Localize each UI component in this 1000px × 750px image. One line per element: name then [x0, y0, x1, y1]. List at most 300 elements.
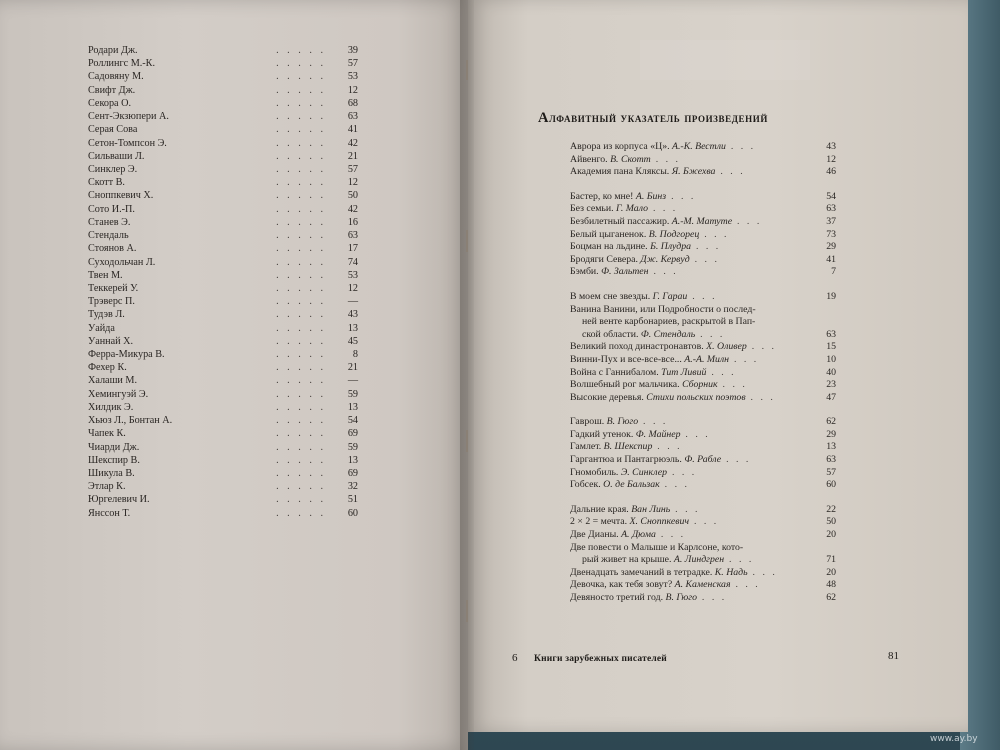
author-index-row — [88, 414, 358, 427]
work-title: Гобсек. — [570, 479, 601, 491]
author-index-row — [88, 216, 358, 229]
page-number: 19 — [826, 290, 836, 302]
watermark: www.ay.by — [930, 734, 978, 744]
work-entry — [570, 416, 836, 429]
page-number: 57 — [347, 163, 358, 175]
work-entry — [570, 354, 836, 367]
author-name: Чапек К. — [88, 428, 126, 440]
leader-dots: . . . — [729, 353, 759, 365]
work-entry — [570, 229, 836, 242]
work-index-row — [570, 154, 836, 167]
binding-stitch — [466, 600, 468, 622]
work-author: Х. Оливер — [706, 341, 747, 353]
leader-dots: . . . — [689, 253, 720, 265]
group-gap — [570, 279, 836, 291]
page-number: 23 — [826, 379, 836, 391]
leader-dots: . . . — [721, 454, 751, 466]
work-title: Винни-Пух и все-все-все... — [570, 353, 682, 365]
work-entry — [570, 504, 836, 517]
leader-dots: . . . . . — [276, 203, 326, 215]
leader-dots: . . . . . — [276, 481, 326, 493]
page-number: 74 — [347, 256, 358, 268]
author-name: Уайда — [88, 322, 115, 334]
work-author: Сборник — [682, 379, 718, 391]
page-footer-left — [512, 652, 667, 664]
page-number-left: 6 — [512, 652, 518, 664]
leader-dots: . . . . . — [276, 177, 326, 189]
leader-dots: . . . . . — [276, 256, 326, 268]
author-name: Суходольчан Л. — [88, 256, 156, 268]
author-name: Тудэв Л. — [88, 309, 125, 321]
leader-dots: . . . — [730, 579, 761, 591]
work-entry — [570, 291, 836, 304]
author-name: Скотт В. — [88, 177, 125, 189]
page-number-right: 81 — [888, 650, 899, 662]
page-number: — — [347, 375, 358, 387]
page-number: 41 — [347, 124, 358, 136]
leader-dots: . . . — [725, 141, 756, 152]
author-name: Янссон Т. — [88, 507, 131, 519]
page-number: 59 — [347, 441, 358, 453]
work-index-row — [570, 254, 836, 267]
work-index-row — [570, 592, 836, 605]
page-number: 62 — [826, 592, 836, 603]
leader-dots: . . . — [670, 503, 700, 515]
leader-dots: . . . . . — [276, 401, 326, 413]
work-entry — [570, 392, 836, 405]
work-entry — [570, 304, 836, 317]
work-title: рый живет на крыше. — [582, 554, 672, 566]
author-name: Стоянов А. — [88, 243, 137, 255]
author-name: Роллингс М.-К. — [88, 58, 156, 70]
work-title: ской области. — [582, 328, 639, 340]
work-title: Боцман на льдине. — [570, 241, 648, 253]
page-number: 47 — [826, 391, 836, 403]
work-author: О. де Бальзак — [603, 479, 660, 491]
title-initial: А — [538, 110, 550, 126]
group-gap — [570, 492, 836, 504]
work-index-row — [570, 567, 836, 580]
work-author: Г. Гараи — [652, 290, 688, 302]
author-name: Хьюз Л., Бонтан А. — [88, 415, 173, 427]
author-index-row — [88, 189, 358, 202]
page-number: 50 — [826, 516, 836, 528]
work-entry — [570, 216, 836, 229]
author-index-row — [88, 229, 358, 242]
binding-stitch — [466, 430, 468, 452]
page-number: 45 — [347, 335, 358, 347]
author-name: Родари Дж. — [88, 45, 138, 56]
page-number: 71 — [826, 554, 836, 566]
author-index-row — [88, 480, 358, 493]
author-name: Серая Сова — [88, 124, 138, 136]
author-name: Трэверс П. — [88, 296, 135, 308]
leader-dots: . . . . . — [276, 58, 326, 70]
work-author: А. Каменская — [674, 579, 731, 591]
work-author: Ван Линь — [631, 503, 671, 515]
work-index-row — [570, 542, 836, 555]
page-number: 60 — [826, 479, 836, 491]
leader-dots: . . . . . — [276, 349, 326, 361]
page-number: 22 — [826, 503, 836, 515]
work-index-row — [570, 141, 836, 154]
work-author: Я. Бжехва — [671, 166, 716, 178]
author-index-row — [88, 401, 358, 414]
work-author: Ф. Стендаль — [640, 328, 696, 340]
page-number: 29 — [826, 428, 836, 440]
work-index-row — [570, 216, 836, 229]
author-name: Стендаль — [88, 230, 129, 242]
author-name: Сетон-Томпсон Э. — [88, 137, 167, 149]
leader-dots: . . . — [652, 441, 683, 453]
work-index-row — [570, 266, 836, 279]
author-index-row — [88, 441, 358, 454]
leader-dots: . . . — [687, 290, 718, 302]
work-title: Аврора из корпуса «Ц». — [570, 141, 670, 152]
work-author: Тит Ливий — [661, 366, 707, 378]
author-index-row — [88, 150, 358, 163]
leader-dots: . . . — [706, 366, 737, 378]
work-title: Белый цыганенок. — [570, 228, 647, 240]
binding-stitch — [466, 230, 468, 252]
page-number: 63 — [826, 328, 836, 340]
leader-dots: . . . . . — [276, 190, 326, 202]
leader-dots: . . . . . — [276, 97, 326, 109]
author-name: Фехер К. — [88, 362, 127, 374]
work-title: В моем сне звезды. — [570, 290, 651, 302]
works-index-list — [570, 141, 836, 605]
page-number: 50 — [347, 190, 358, 202]
leader-dots: . . . — [732, 215, 762, 227]
work-entry — [570, 367, 836, 380]
work-entry — [570, 329, 836, 342]
work-title: Безбилетный пассажир. — [570, 215, 670, 227]
page-number: 43 — [826, 141, 836, 152]
work-index-row — [570, 441, 836, 454]
work-entry — [570, 467, 836, 480]
work-entry — [570, 441, 836, 454]
page-number: 43 — [347, 309, 358, 321]
work-index-row — [570, 316, 836, 329]
page-number: 53 — [347, 71, 358, 83]
author-index-row — [88, 176, 358, 189]
work-index-row — [570, 416, 836, 429]
author-index-row — [88, 57, 358, 70]
author-name: Станев Э. — [88, 216, 131, 228]
work-entry — [570, 516, 836, 529]
work-author: Б. Плудра — [650, 241, 692, 253]
work-title: Война с Ганнибалом. — [570, 366, 659, 378]
work-index-row — [570, 329, 836, 342]
work-title: Высокие деревья. — [570, 391, 644, 403]
work-index-row — [570, 392, 836, 405]
author-name: Сент-Экзюпери А. — [88, 111, 169, 123]
leader-dots: . . . . . — [276, 507, 326, 519]
author-index-row — [88, 348, 358, 361]
page-number: 54 — [826, 190, 836, 202]
author-name: Уаннай Х. — [88, 335, 134, 347]
author-index-row — [88, 242, 358, 255]
author-index-row — [88, 203, 358, 216]
work-index-row — [570, 479, 836, 492]
leader-dots: . . . . . — [276, 216, 326, 228]
work-index-row — [570, 579, 836, 592]
work-entry — [570, 203, 836, 216]
page-number: 17 — [347, 243, 358, 255]
work-title: Бастер, ко мне! — [570, 190, 634, 202]
leader-dots: . . . . . — [276, 124, 326, 136]
page-number: 69 — [347, 428, 358, 440]
work-entry — [570, 241, 836, 254]
page-number: 15 — [826, 341, 836, 353]
author-name: Сото И.-П. — [88, 203, 135, 215]
author-index-row — [88, 110, 358, 123]
work-author: А.-А. Милн — [684, 353, 730, 365]
work-title: Волшебный рог мальчика. — [570, 379, 680, 391]
author-name: Этлар К. — [88, 481, 126, 493]
page-number: 51 — [347, 494, 358, 506]
work-index-row — [570, 379, 836, 392]
leader-dots: . . . . . — [276, 230, 326, 242]
work-title: Две повести о Малыше и Карлсоне, кото- — [570, 541, 744, 553]
work-entry — [570, 554, 836, 567]
page-number: 41 — [826, 253, 836, 265]
author-name: Твен М. — [88, 269, 123, 281]
leader-dots: . . . — [666, 190, 696, 202]
author-index-row — [88, 123, 358, 136]
author-index-row — [88, 163, 358, 176]
page-number: 37 — [826, 215, 836, 227]
work-index-row — [570, 241, 836, 254]
work-title: Двенадцать замечаний в тетрадке. — [570, 566, 713, 578]
page-number: 12 — [826, 153, 836, 165]
page-number: 7 — [831, 266, 836, 278]
page-number: 21 — [347, 362, 358, 374]
author-name: Хилдик Э. — [88, 401, 134, 413]
leader-dots: . . . — [746, 341, 777, 353]
work-index-row — [570, 367, 836, 380]
leader-dots: . . . — [699, 228, 729, 240]
work-title: Айвенго. — [570, 153, 608, 165]
leader-dots: . . . — [691, 241, 721, 253]
work-title: 2 × 2 = мечта. — [570, 516, 628, 528]
group-gap — [570, 179, 836, 191]
running-footer-label: Книги зарубежных писателей — [534, 654, 667, 664]
work-author: Г. Мало — [616, 203, 648, 215]
leader-dots: . . . . . — [276, 296, 326, 308]
author-index-row — [88, 269, 358, 282]
page-number: 73 — [826, 228, 836, 240]
work-author: А. Линдгрен — [673, 554, 725, 566]
leader-dots: . . . — [648, 266, 679, 278]
work-entry — [570, 266, 836, 279]
leader-dots: . . . . . — [276, 137, 326, 149]
work-author: Х. Сноппкевич — [629, 516, 690, 528]
author-index-row — [88, 84, 358, 97]
page-number: 63 — [347, 230, 358, 242]
leader-dots: . . . — [655, 529, 686, 541]
work-title: Гномобиль. — [570, 466, 619, 478]
work-index-row — [570, 516, 836, 529]
page-number: 13 — [347, 401, 358, 413]
work-title: Гаргантюа и Пантагрюэль. — [570, 454, 682, 466]
title-rest: лфавитный указатель произведений — [549, 110, 768, 125]
leader-dots: . . . — [667, 466, 697, 478]
author-index-list — [88, 44, 358, 520]
leader-dots: . . . — [648, 203, 678, 215]
work-index-row — [570, 429, 836, 442]
leader-dots: . . . — [745, 391, 776, 403]
author-index-row — [88, 507, 358, 520]
work-author: К. Надь — [714, 566, 748, 578]
author-index-row — [88, 454, 358, 467]
show-through — [640, 40, 810, 80]
work-author: Ф. Рабле — [684, 454, 722, 466]
page-number: 60 — [347, 507, 358, 519]
leader-dots: . . . — [680, 428, 711, 440]
page-number: 54 — [347, 415, 358, 427]
work-index-row — [570, 291, 836, 304]
page-number: 42 — [347, 203, 358, 215]
page-number: 63 — [347, 111, 358, 123]
page-number: 10 — [826, 353, 836, 365]
work-author: Стихи польских поэтов — [646, 391, 746, 403]
leader-dots: . . . . . — [276, 375, 326, 387]
page-number: 53 — [347, 269, 358, 281]
book-spine — [460, 0, 474, 750]
leader-dots: . . . . . — [276, 84, 326, 96]
work-author: В. Шекспир — [603, 441, 653, 453]
author-index-row — [88, 467, 358, 480]
work-entry — [570, 254, 836, 267]
page-number: 12 — [347, 282, 358, 294]
author-name: Сноппкевич Х. — [88, 190, 154, 202]
work-entry — [570, 379, 836, 392]
work-author: Э. Синклер — [620, 466, 667, 478]
work-entry — [570, 429, 836, 442]
work-index-row — [570, 467, 836, 480]
author-index-row — [88, 97, 358, 110]
leader-dots: . . . . . — [276, 335, 326, 347]
page-number: 32 — [347, 481, 358, 493]
work-entry — [570, 191, 836, 204]
leader-dots: . . . . . — [276, 441, 326, 453]
binding-stitch — [466, 60, 468, 80]
page-number: 59 — [347, 388, 358, 400]
author-name: Свифт Дж. — [88, 84, 136, 96]
work-title: Великий поход династронавтов. — [570, 341, 704, 353]
leader-dots: . . . . . — [276, 309, 326, 321]
work-author: Дж. Кервуд — [640, 253, 690, 265]
leader-dots: . . . . . — [276, 362, 326, 374]
author-name: Юргелевич И. — [88, 494, 150, 506]
author-index-row — [88, 295, 358, 308]
author-index-row — [88, 361, 358, 374]
work-author: А.-М. Матуте — [671, 215, 733, 227]
leader-dots: . . . . . — [276, 322, 326, 334]
leader-dots: . . . . . — [276, 494, 326, 506]
leader-dots: . . . — [695, 328, 725, 340]
page-number: 63 — [826, 203, 836, 215]
page-number: 42 — [347, 137, 358, 149]
work-title: Гадкий утенок. — [570, 428, 634, 440]
page-number: 29 — [826, 241, 836, 253]
page-number: 69 — [347, 468, 358, 479]
work-entry — [570, 141, 836, 154]
work-title: Без семьи. — [570, 203, 614, 215]
work-index-row — [570, 354, 836, 367]
leader-dots: . . . — [747, 566, 778, 578]
work-entry — [570, 341, 836, 354]
page-number: 68 — [347, 97, 358, 109]
work-index-row — [570, 229, 836, 242]
leader-dots: . . . . . — [276, 428, 326, 440]
work-index-row — [570, 203, 836, 216]
author-index-row — [88, 388, 358, 401]
work-entry — [570, 316, 836, 329]
leader-dots: . . . . . — [276, 111, 326, 123]
author-index-row — [88, 137, 358, 150]
page-number: 20 — [826, 529, 836, 541]
work-title: Гамлет. — [570, 441, 602, 453]
author-name: Садовяну М. — [88, 71, 144, 83]
page-number: 16 — [347, 216, 358, 228]
section-title — [538, 110, 768, 127]
author-index-row — [88, 322, 358, 335]
leader-dots: . . . . . — [276, 45, 326, 56]
leader-dots: . . . . . — [276, 415, 326, 427]
page-number: 48 — [826, 579, 836, 591]
work-title: Бэмби. — [570, 266, 599, 278]
leader-dots: . . . . . — [276, 269, 326, 281]
leader-dots: . . . . . — [276, 150, 326, 162]
author-index-row — [88, 493, 358, 506]
author-index-row — [88, 44, 358, 57]
leader-dots: . . . . . — [276, 282, 326, 294]
page-number: — — [347, 296, 358, 308]
page-number: 12 — [347, 177, 358, 189]
page-number: 13 — [347, 454, 358, 466]
page-number: 13 — [347, 322, 358, 334]
leader-dots: . . . — [696, 592, 727, 603]
work-index-row — [570, 191, 836, 204]
page-number: 40 — [826, 366, 836, 378]
leader-dots: . . . . . — [276, 454, 326, 466]
page-number: 20 — [826, 566, 836, 578]
author-name: Шикула В. — [88, 468, 135, 479]
leader-dots: . . . . . — [276, 71, 326, 83]
work-author: А. Дюма — [621, 529, 656, 541]
author-index-row — [88, 374, 358, 387]
leader-dots: . . . . . — [276, 388, 326, 400]
author-name: Халаши М. — [88, 375, 138, 387]
work-author: В. Гюго — [665, 592, 697, 603]
work-title: Гаврош. — [570, 416, 605, 428]
work-author: В. Скотт — [610, 153, 651, 165]
work-entry — [570, 154, 836, 167]
group-gap — [570, 404, 836, 416]
work-entry — [570, 542, 836, 555]
work-index-row — [570, 529, 836, 542]
work-index-row — [570, 554, 836, 567]
page-number: 39 — [347, 45, 358, 56]
work-title: Бродяги Севера. — [570, 253, 638, 265]
work-entry — [570, 166, 836, 179]
author-name: Хемингуэй Э. — [88, 388, 149, 400]
author-index-row — [88, 70, 358, 83]
work-title: Дальние края. — [570, 503, 629, 515]
leader-dots: . . . . . — [276, 468, 326, 479]
